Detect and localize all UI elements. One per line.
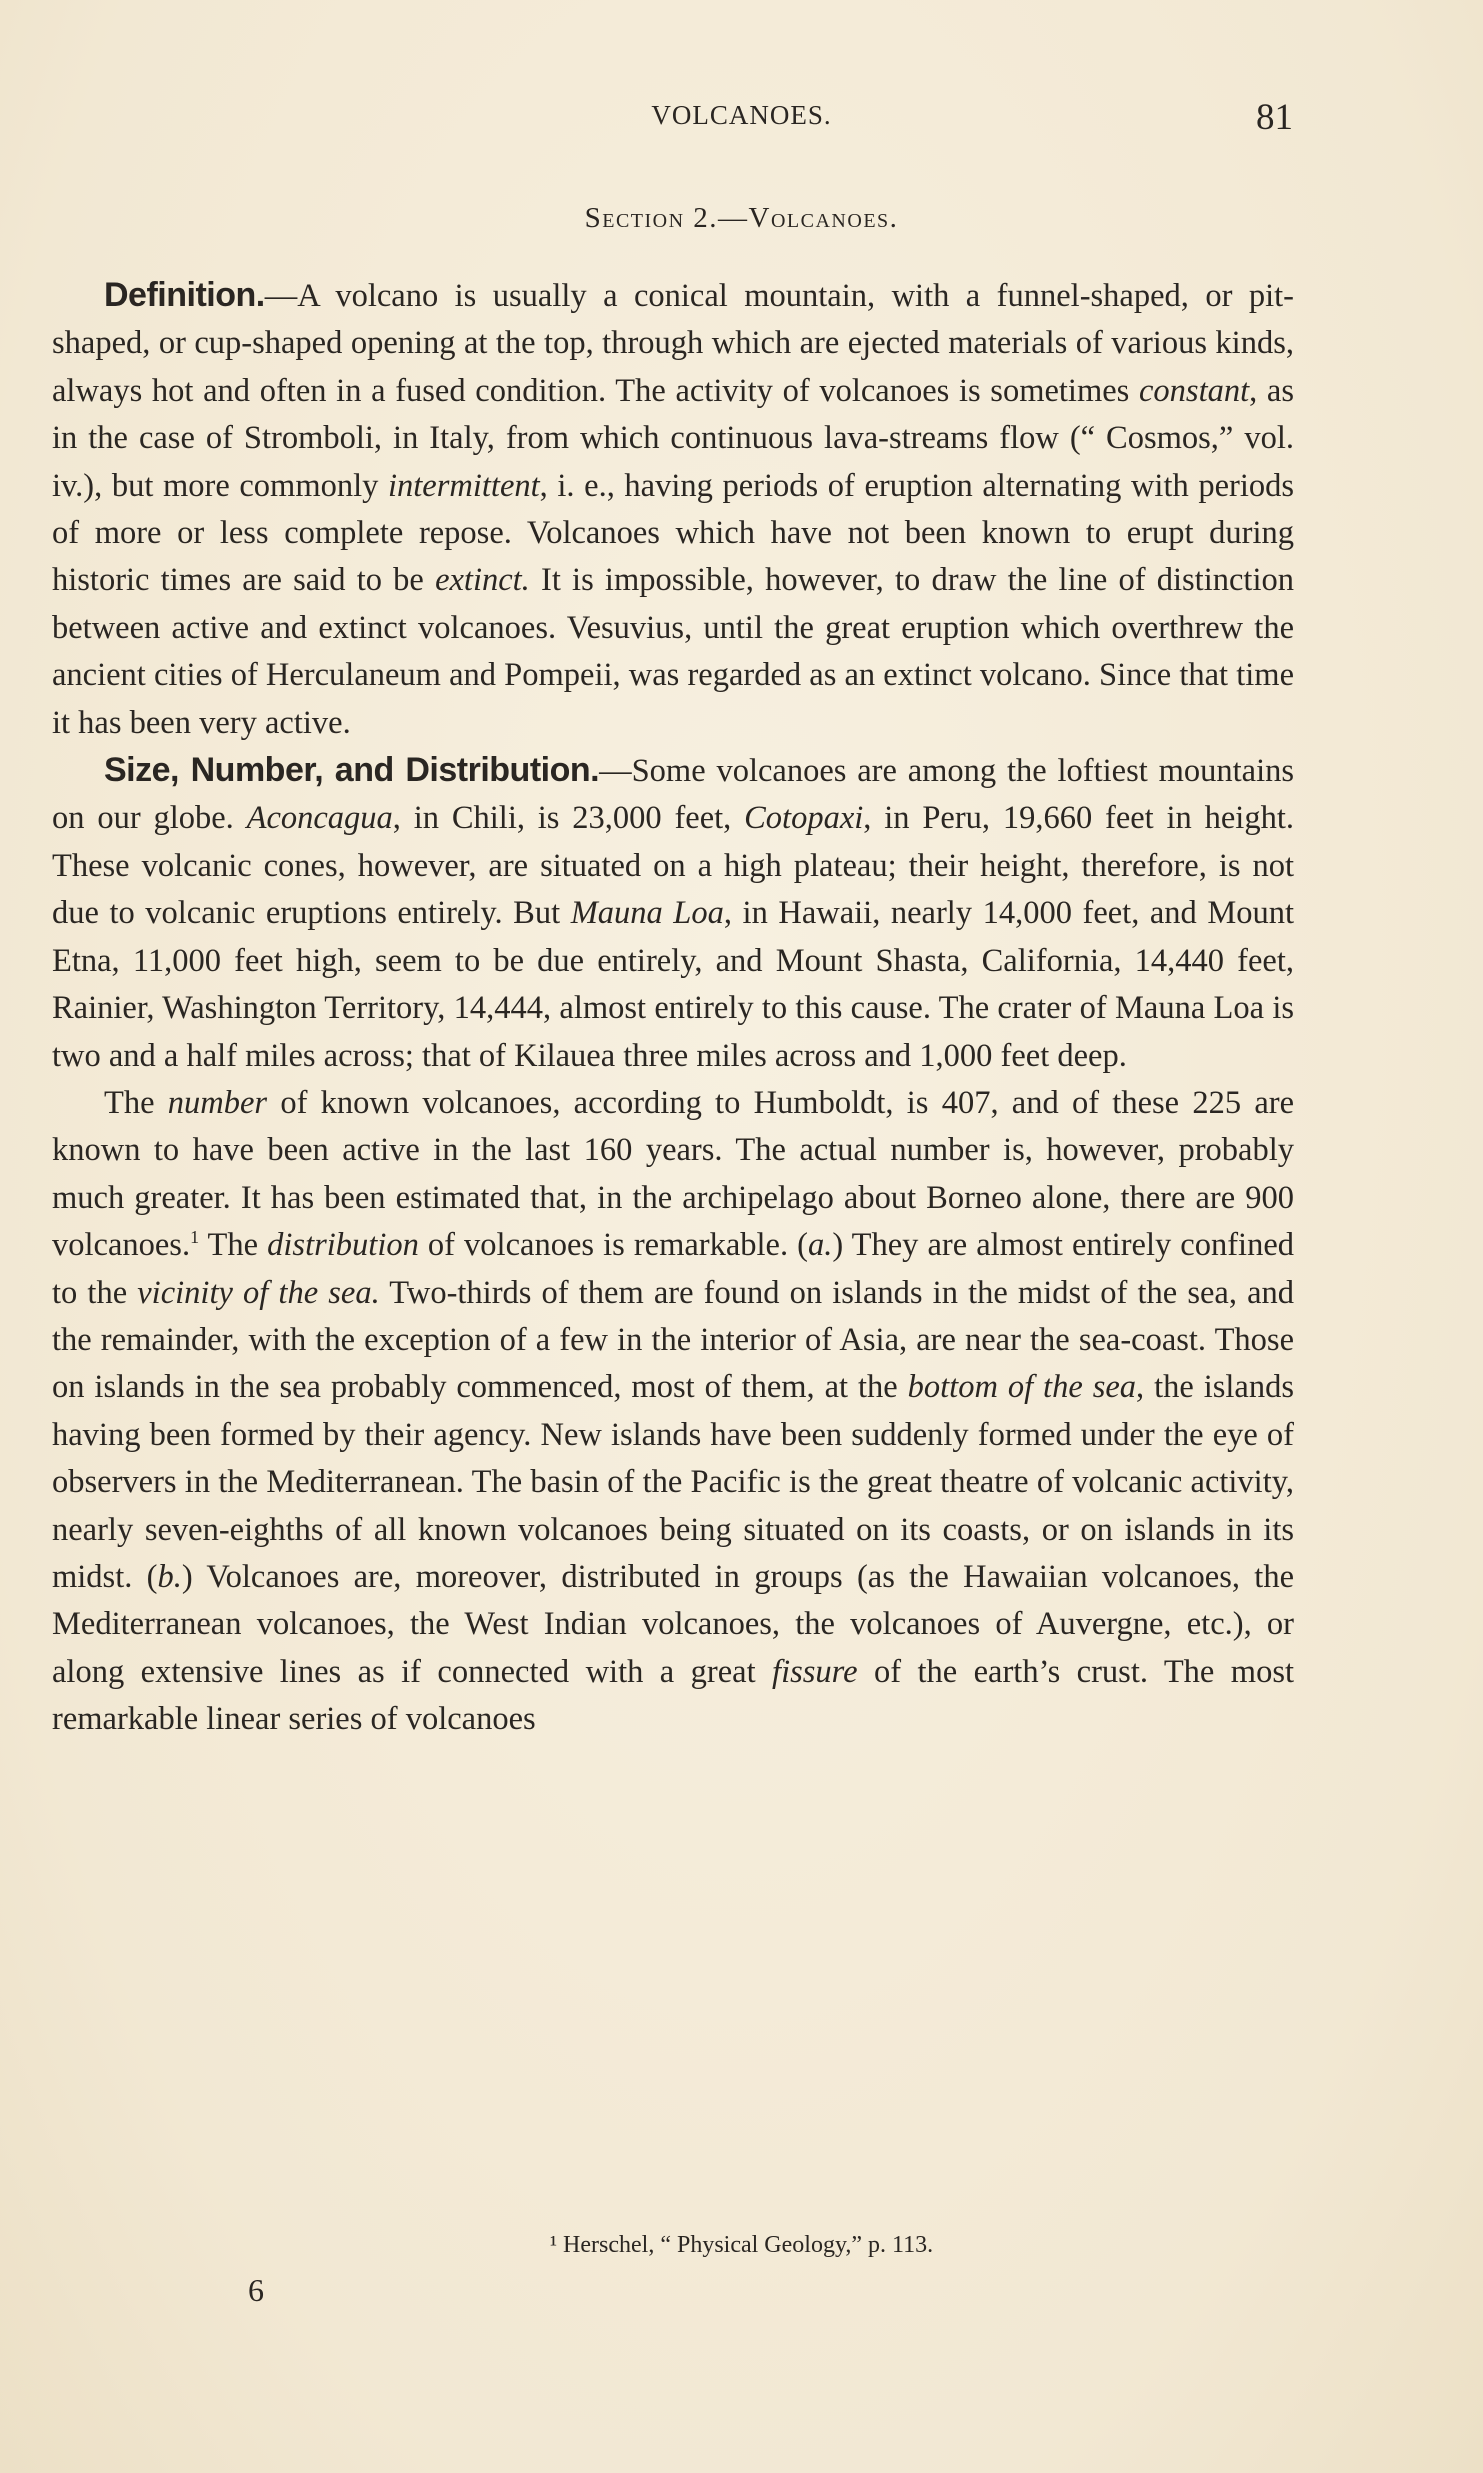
paragraph-heading: Definition. bbox=[104, 276, 265, 314]
italic-term: b. bbox=[157, 1558, 182, 1595]
paragraph-text bbox=[52, 1085, 1294, 1737]
italic-term: Mauna Loa bbox=[570, 895, 724, 932]
italic-term: a. bbox=[807, 1227, 833, 1264]
text-run: The bbox=[199, 1227, 268, 1264]
text-run: —Some volcanoes are among the loftiest mountains on our globe. bbox=[52, 753, 1294, 837]
footnote: ¹ Herschel, “ Physical Geology,” p. 113. bbox=[549, 2232, 934, 2258]
paragraph-definition bbox=[52, 272, 1294, 747]
italic-term: vicinity of the sea. bbox=[137, 1274, 380, 1311]
text-run: It is impossible, however, to draw the line of distinction between active and extinct volcanoes. Vesuvius, until the great eruption which overthrew the ancient cities of Herculaneum and Pompeii, was regarded as an extinct volcano. Since that time it has been very active. bbox=[52, 562, 1294, 741]
body-text bbox=[52, 272, 1294, 1744]
text-run: , as in the case of Stromboli, in Italy, from which continuous lava-streams flow (“ Cosmos,” vol. iv.), but more commonly bbox=[52, 372, 1295, 504]
paragraph-number-of-volcanoes bbox=[52, 1080, 1294, 1744]
text-run: of known volcanoes, according to Humboldt, is 407, and of these 225 are known to have been active in the last 160 years. The actual number is, however, probably much greater. It has been estimated that, in the archipelago about Borneo alone, there are 900 volcanoes. bbox=[52, 1084, 1294, 1264]
text-run: of volcanoes is remarkable. ( bbox=[418, 1227, 808, 1264]
signature-mark: 6 bbox=[248, 2272, 264, 2308]
text-run: , in Chili, is 23,000 feet, bbox=[392, 800, 745, 837]
italic-term: fissure bbox=[772, 1653, 858, 1690]
text-run: , the islands having been formed by their agency. New islands have been suddenly formed under the eye of observers in the Mediterranean. The basin of the Pacific is the great theatre of volcanic activity, nearly seven-eighths of all known volcanoes being situated on its coasts, or on islands in its midst. ( bbox=[52, 1369, 1295, 1595]
text-run: , in Peru, 19,660 feet in height. These volcanic cones, however, are situated on a high plateau; their height, therefore, is not due to volcanic eruptions entirely. But bbox=[52, 800, 1294, 932]
page-number: 81 bbox=[1256, 97, 1293, 138]
italic-term: Cotopaxi bbox=[744, 800, 864, 837]
running-title: VOLCANOES. bbox=[651, 100, 832, 130]
italic-term: Aconcagua bbox=[246, 800, 393, 837]
text-run: Two-thirds of them are found on islands in the midst of the sea, and the remainder, with the exception of a few in the interior of Asia, are near the sea-coast. Those on islands in the sea probably commenced, most of them, at the bbox=[52, 1274, 1294, 1406]
paragraph-text bbox=[52, 278, 1294, 741]
paragraph-text bbox=[52, 753, 1294, 1073]
text-run: The bbox=[104, 1084, 168, 1121]
italic-term: bottom of the sea bbox=[907, 1369, 1137, 1406]
footnote-marker: 1 bbox=[190, 1227, 200, 1248]
paragraph-heading: Size, Number, and Distribution. bbox=[104, 751, 600, 790]
italic-term: constant bbox=[1139, 372, 1250, 409]
text-run: ) They are almost entirely confined to the bbox=[52, 1227, 1294, 1311]
text-run: of the earth’s crust. The most remarkable linear series of volcanoes bbox=[52, 1653, 1294, 1738]
text-run: , i. e., having periods of eruption alternating with periods of more or less complete repose. Volcanoes which have not been known to erupt during historic times are said to be bbox=[52, 467, 1295, 599]
text-run: —A volcano is usually a conical mountain, with a funnel-shaped, or pit-shaped, or cup-shaped opening at the top, through which are ejected materials of various kinds, always hot and often in a fused condition. The activity of volcanoes is sometimes bbox=[52, 278, 1294, 409]
italic-term: distribution bbox=[267, 1227, 419, 1264]
text-run: , in Hawaii, nearly 14,000 feet, and Mount Etna, 11,000 feet high, seem to be due entirely, and Mount Shasta, California, 14,440 feet, Rainier, Washington Territory, 14,444, almost entirely to this cause. The crater of Mauna Loa is two and a half miles across; that of Kilauea three miles across and 1,000 feet deep. bbox=[52, 895, 1294, 1074]
italic-term: extinct. bbox=[435, 562, 530, 599]
section-title: Section 2.—Volcanoes. bbox=[584, 202, 899, 234]
paragraph-size-number-distribution bbox=[52, 747, 1294, 1080]
running-head bbox=[0, 96, 1483, 140]
italic-term: intermittent bbox=[388, 467, 540, 504]
text-run: ) Volcanoes are, moreover, distributed in groups (as the Hawaiian volcanoes, the Mediterranean volcanoes, the West Indian volcanoes, the volcanoes of Auvergne, etc.), or along extensive lines as if connected with a great bbox=[52, 1558, 1294, 1690]
italic-term: number bbox=[167, 1084, 268, 1121]
